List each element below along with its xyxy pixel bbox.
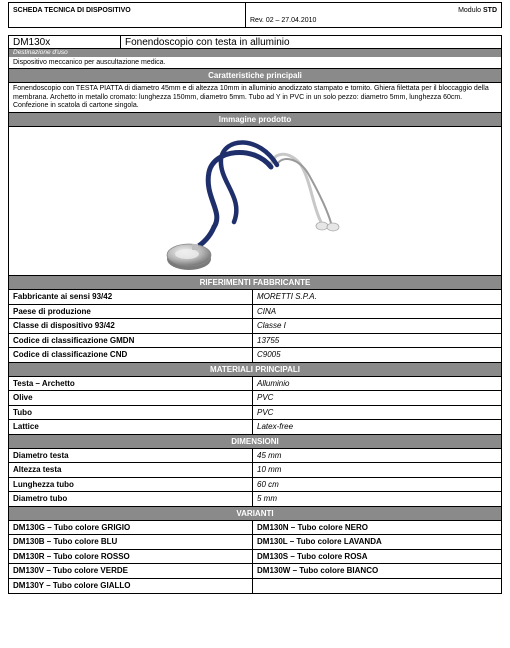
manufacturer-value: MORETTI S.P.A.: [257, 292, 317, 301]
characteristics-header: Caratteristiche principali: [9, 69, 501, 83]
materials-row: [9, 377, 501, 392]
dimensions-header: DIMENSIONI: [9, 435, 501, 449]
variant-left: DM130G – Tubo colore GRIGIO: [9, 521, 253, 535]
intended-use-text: Dispositivo meccanico per auscultazione medica.: [9, 57, 501, 69]
manufacturer-label: Codice di classificazione GMDN: [9, 334, 253, 348]
image-section-header: Immagine prodotto: [9, 113, 501, 127]
materials-label: Tubo: [9, 406, 253, 420]
module-code: STD: [483, 7, 497, 14]
variants-row: [9, 550, 501, 565]
document-title: SCHEDA TECNICA DI DISPOSITIVO: [9, 3, 246, 27]
variant-left: DM130B – Tubo colore BLU: [9, 535, 253, 549]
product-image: [9, 127, 501, 276]
materials-row: [9, 406, 501, 421]
variants-row: [9, 579, 501, 594]
materials-label: Olive: [9, 391, 253, 405]
datasheet-table: [8, 35, 502, 594]
manufacturer-row: [9, 348, 501, 363]
dimensions-value: 10 mm: [257, 465, 282, 474]
variants-row: [9, 564, 501, 579]
dimensions-value: 60 cm: [257, 479, 279, 489]
variant-left: DM130Y – Tubo colore GIALLO: [9, 579, 253, 594]
manufacturer-label: Codice di classificazione CND: [9, 348, 253, 362]
revision-label: Rev. 02 – 27.04.2010: [250, 17, 317, 24]
module-prefix: Modulo: [458, 7, 482, 14]
manufacturer-header: RIFERIMENTI FABBRICANTE: [9, 276, 501, 290]
materials-row: [9, 420, 501, 435]
variants-header: VARIANTI: [9, 507, 501, 521]
dimensions-row: [9, 463, 501, 478]
materials-value: PVC: [257, 393, 274, 402]
product-title-row: [9, 36, 501, 49]
variant-left: DM130V – Tubo colore VERDE: [9, 564, 253, 578]
materials-row: [9, 391, 501, 406]
materials-header: MATERIALI PRINCIPALI: [9, 363, 501, 377]
variants-row: [9, 521, 501, 536]
product-code: DM130x: [9, 36, 121, 48]
dimensions-row: [9, 492, 501, 507]
manufacturer-label: Fabbricante ai sensi 93/42: [9, 290, 253, 304]
dimensions-row: [9, 449, 501, 464]
manufacturer-value: 13755: [257, 335, 280, 345]
dimensions-value: 45 mm: [257, 450, 282, 460]
manufacturer-value: C9005: [257, 350, 281, 359]
variant-right: [253, 579, 501, 594]
materials-label: Testa – Archetto: [9, 377, 253, 391]
materials-value: Latex-free: [257, 422, 294, 431]
manufacturer-row: [9, 305, 501, 320]
variant-right: DM130W – Tubo colore BIANCO: [257, 566, 379, 575]
dimensions-label: Diametro tubo: [9, 492, 253, 506]
dimensions-label: Diametro testa: [9, 449, 253, 463]
materials-value: PVC: [257, 407, 274, 417]
manufacturer-label: Classe di dispositivo 93/42: [9, 319, 253, 333]
variant-right: DM130S – Tubo colore ROSA: [257, 551, 368, 561]
product-name: Fonendoscopio con testa in alluminio: [125, 37, 290, 48]
variants-row: [9, 535, 501, 550]
variant-left: DM130R – Tubo colore ROSSO: [9, 550, 253, 564]
characteristics-text: Fonendoscopio con TESTA PIATTA di diametro 45mm e di altezza 10mm in alluminio anodizzato stampato e tornito. Ghiera filettata per il bloccaggio della membrana. Archetto in metallo cromato: lunghezza 150mm, diametro 5mm. Tubo ad Y in PVC in un solo pezzo: diametro 5mm, lunghezza 60cm. Confezione in scatola di cartone singola.: [9, 83, 501, 113]
manufacturer-value: Classe I: [257, 321, 286, 330]
manufacturer-row: [9, 290, 501, 305]
module-label: [378, 3, 501, 27]
manufacturer-value: CINA: [257, 306, 277, 316]
manufacturer-label: Paese di produzione: [9, 305, 253, 319]
materials-label: Lattice: [9, 420, 253, 434]
dimensions-label: Lunghezza tubo: [9, 478, 253, 492]
stethoscope-icon: [9, 127, 501, 276]
dimensions-row: [9, 478, 501, 493]
intended-use-label: Destinazione d'uso: [9, 49, 501, 57]
variant-right: DM130N – Tubo colore NERO: [257, 522, 368, 532]
variant-right: DM130L – Tubo colore LAVANDA: [257, 537, 382, 546]
materials-value: Alluminio: [257, 378, 290, 388]
dimensions-value: 5 mm: [257, 494, 277, 503]
document-header: [8, 2, 502, 28]
dimensions-label: Altezza testa: [9, 463, 253, 477]
manufacturer-row: [9, 334, 501, 349]
manufacturer-row: [9, 319, 501, 334]
